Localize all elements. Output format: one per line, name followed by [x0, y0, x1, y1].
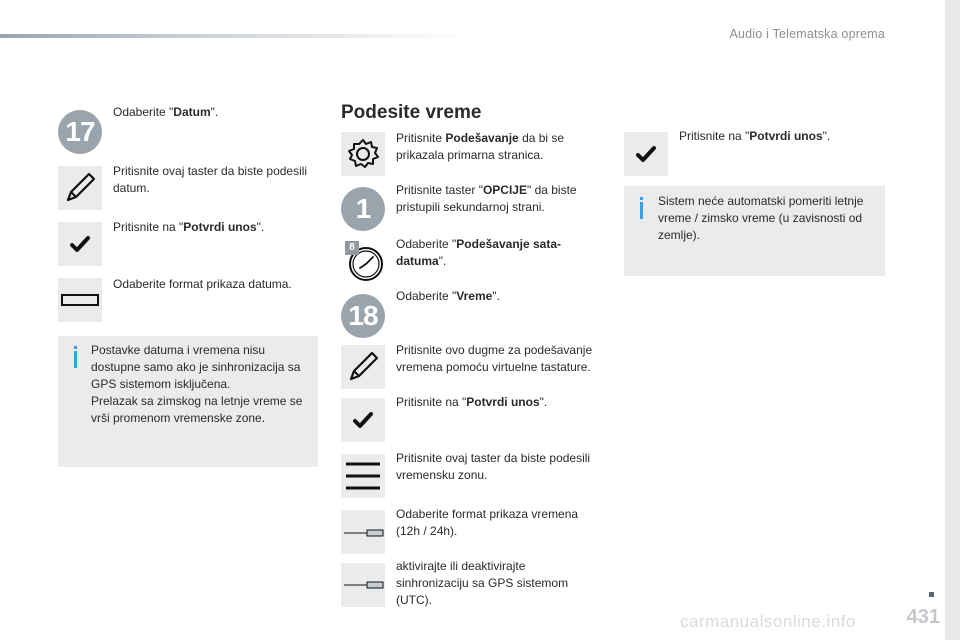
step-badge-17: 17 [58, 110, 102, 154]
page-edge-strip [945, 0, 960, 640]
toggle-slider-icon [341, 510, 385, 554]
settings-gear-icon [341, 132, 385, 176]
select-time-instruction: Odaberite "Vreme". [396, 289, 500, 303]
format-selector-icon [58, 278, 102, 322]
info-icon [74, 351, 77, 368]
step-badge-1: 1 [341, 187, 385, 231]
clock-date-instruction: Odaberite "Podešavanje sata-datuma". [396, 237, 562, 268]
step-badge-18: 18 [341, 294, 385, 338]
timezone-instruction: Pritisnite ovaj taster da biste podesili vremensku zonu. [396, 451, 591, 482]
checkmark-icon [341, 398, 385, 442]
page-number: 431 [906, 606, 940, 628]
toggle-slider-icon [341, 563, 385, 607]
info-text: Postavke datuma i vremena nisu dostupne samo ako je sinhronizacija sa GPS sistemom isključena. Prelazak sa zimskog na letnje vreme se vrši promenom vremenske zone. [91, 343, 303, 425]
time-format-instruction: Odaberite format prikaza vremena (12h / 24h). [396, 507, 579, 538]
info-icon-dot [640, 197, 643, 200]
pencil-icon [341, 345, 385, 389]
step-select-date: Odaberite "Datum". [113, 105, 219, 119]
section-title: Podesite vreme [341, 102, 482, 123]
confirm-instruction: Pritisnite na "Potvrdi unos". [113, 220, 265, 234]
options-instruction: Pritisnite taster "OPCIJE" da biste pristupili sekundarnoj strani. [396, 183, 577, 214]
confirm-instruction: Pritisnite na "Potvrdi unos". [679, 129, 831, 143]
info-box-date [58, 336, 318, 467]
gps-sync-instruction: aktivirajte ili deaktivirajte sinhronizaciju sa GPS sistemom (UTC). [396, 559, 569, 607]
info-icon-dot [74, 346, 77, 349]
info-icon [640, 202, 643, 219]
date-format-instruction: Odaberite format prikaza datuma. [113, 277, 292, 291]
pencil-instruction: Pritisnite ovaj taster da biste podesili datum. [113, 164, 308, 195]
checkmark-icon [624, 132, 668, 176]
watermark: carmanualsonline.info [680, 612, 856, 631]
page-marker [929, 592, 934, 597]
confirm-instruction: Pritisnite na "Potvrdi unos". [396, 395, 548, 409]
info-text: Sistem neće automatski pomeriti letnje vreme / zimsko vreme (u zavisnosti od zemlje). [658, 194, 864, 242]
info-box-dst [624, 186, 885, 276]
page-header-title: Audio i Telematska oprema [729, 27, 885, 41]
keyboard-time-instruction: Pritisnite ovo dugme za podešavanje vremena pomoću virtuelne tastature. [396, 343, 593, 374]
pencil-icon [58, 166, 102, 210]
header-gradient-bar [0, 34, 470, 38]
clock-icon-badge: 8 [345, 241, 359, 255]
settings-instruction: Pritisnite Podešavanje da bi se prikazala primarna stranica. [396, 131, 565, 162]
clock-icon [341, 240, 385, 284]
checkmark-icon [58, 222, 102, 266]
menu-lines-icon [341, 454, 385, 498]
